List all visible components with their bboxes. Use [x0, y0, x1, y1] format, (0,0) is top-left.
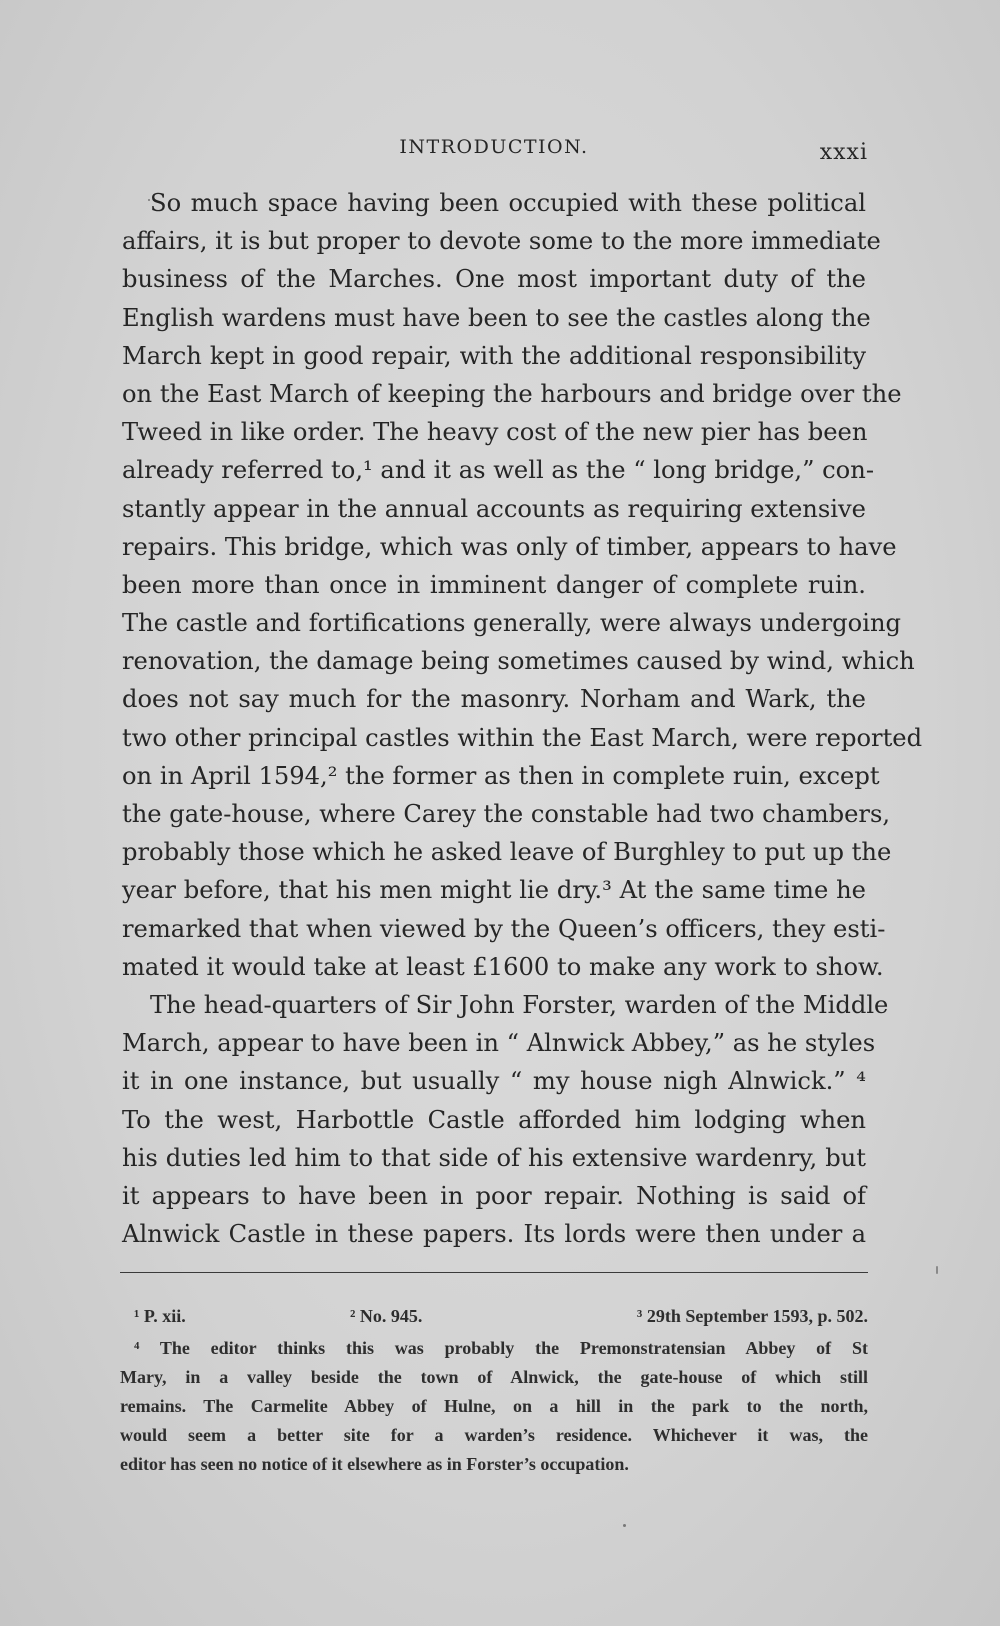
body-line: two other principal castles within the East March, were reported	[122, 723, 923, 752]
body-line: Tweed in like order. The heavy cost of the new pier has been	[122, 418, 868, 447]
footnote-2: ² No. 945.	[350, 1306, 423, 1326]
body-line: affairs, it is but proper to devote some to the more immediate	[122, 227, 881, 256]
body-line: stantly appear in the annual accounts as requiring extensive	[122, 494, 866, 523]
body-line: year before, that his men might lie dry.³ At the same time he	[122, 876, 866, 905]
body-line: So much space having been occupied with these political	[150, 189, 866, 217]
body-line: March kept in good repair, with the additional responsibility	[122, 341, 866, 370]
body-line: March, appear to have been in “ Alnwick Abbey,” as he styles	[122, 1029, 876, 1058]
footnote-4-line: editor has seen no notice of it elsewhere as in Forster’s occupation.	[120, 1454, 629, 1474]
footnote-4-line: Mary, in a valley beside the town of Alnwick, the gate-house of which still	[120, 1367, 868, 1387]
body-line: The castle and fortifications generally, were always undergoing	[122, 609, 902, 638]
body-line: The head-quarters of Sir John Forster, warden of the Middle	[150, 990, 889, 1019]
footnote-4-line: remains. The Carmelite Abbey of Hulne, on a hill in the park to the north,	[120, 1396, 868, 1416]
footnote-row	[120, 1306, 868, 1334]
body-line: the gate-house, where Carey the constable had two chambers,	[122, 800, 891, 828]
body-line: remarked that when viewed by the Queen’s officers, they esti-	[122, 914, 886, 943]
footnote-3: ³ 29th September 1593, p. 502.	[636, 1306, 868, 1326]
body-text	[122, 184, 923, 1253]
running-title: INTRODUCTION.	[399, 136, 589, 158]
body-line: probably those which he asked leave of Burghley to put up the	[122, 838, 892, 867]
footnote-4-line: ⁴ The editor thinks this was probably the Premonstratensian Abbey of St	[134, 1338, 868, 1358]
footnote-1: ¹ P. xii.	[134, 1306, 186, 1326]
footnote-rule	[120, 1272, 868, 1273]
body-line: To the west, Harbottle Castle afforded him lodging when	[122, 1105, 866, 1134]
body-line: English wardens must have been to see the castles along the	[122, 303, 871, 332]
body-line: it in one instance, but usually “ my house nigh Alnwick.” ⁴	[122, 1067, 866, 1096]
body-line: renovation, the damage being sometimes caused by wind, which	[122, 647, 915, 676]
body-line: mated it would take at least £1600 to make any work to show.	[122, 952, 884, 981]
paper-speck	[623, 1524, 626, 1527]
body-line: on the East March of keeping the harbours and bridge over the	[122, 379, 902, 408]
body-line: Alnwick Castle in these papers. Its lords were then under a	[122, 1220, 866, 1249]
body-line: business of the Marches. One most important duty of the	[122, 265, 866, 294]
footnotes	[120, 1306, 868, 1479]
body-line: already referred to,¹ and it as well as the “ long bridge,” con-	[122, 456, 874, 485]
footnote-4-line: would seem a better site for a warden’s residence. Whichever it was, the	[120, 1425, 868, 1445]
running-head	[120, 136, 868, 166]
paper-speck	[148, 199, 150, 201]
body-line: it appears to have been in poor repair. Nothing is said of	[122, 1181, 866, 1210]
body-line: been more than once in imminent danger of complete ruin.	[122, 570, 866, 599]
body-line: does not say much for the masonry. Norham and Wark, the	[122, 685, 866, 714]
body-line: on in April 1594,² the former as then in complete ruin, except	[122, 761, 880, 790]
body-line: repairs. This bridge, which was only of timber, appears to have	[122, 532, 897, 561]
paper-speck	[936, 1266, 938, 1274]
body-line: his duties led him to that side of his extensive wardenry, but	[122, 1143, 866, 1172]
page-number: xxxi	[819, 140, 868, 165]
